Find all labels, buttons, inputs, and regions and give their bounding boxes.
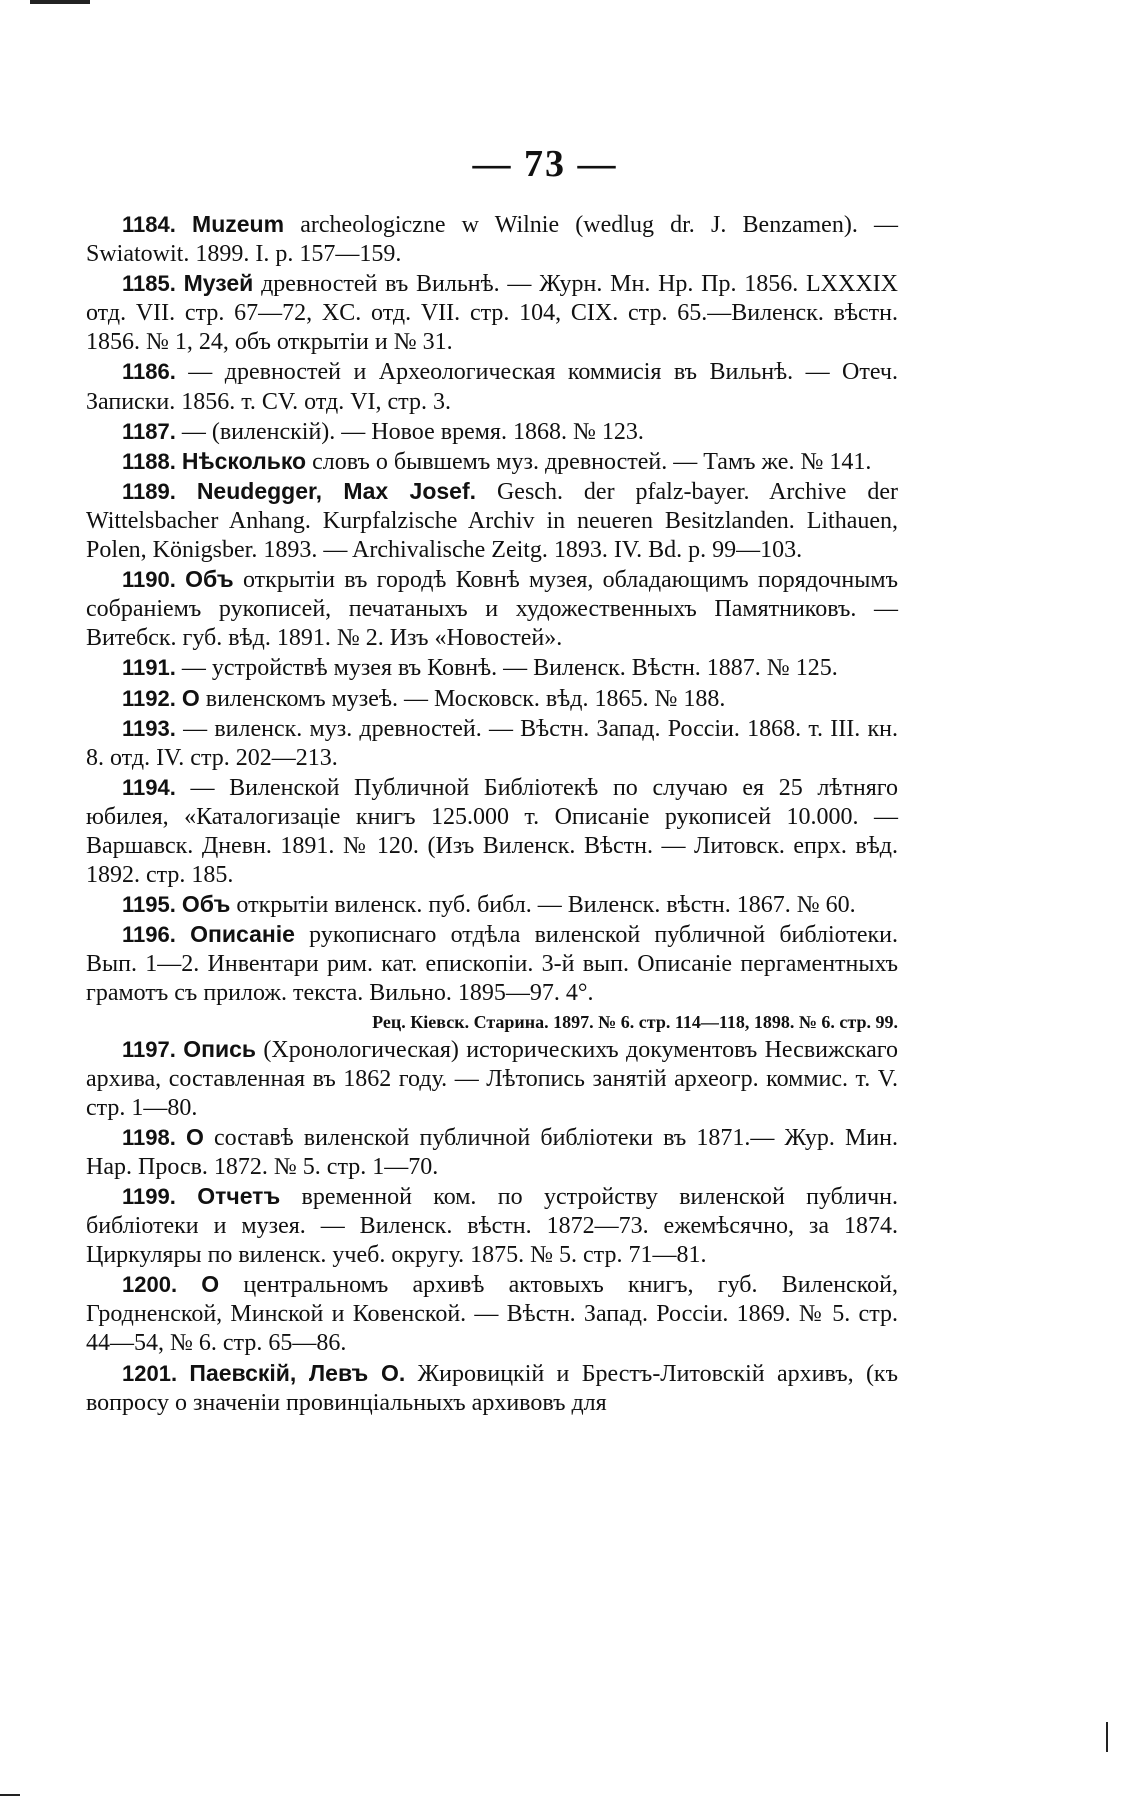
bibliography-entry: [86, 269, 898, 357]
entry-heading: Отчетъ: [197, 1183, 281, 1209]
entry-number: 1186.: [122, 359, 176, 385]
entry-number: 1194.: [122, 774, 176, 800]
entry-heading: Объ: [185, 566, 234, 593]
entry-heading: Нѣсколько: [181, 447, 307, 474]
page-number: — 73 —: [472, 143, 618, 185]
entry-number: 1200.: [122, 1272, 178, 1298]
scan-artifact-top-left: [30, 0, 90, 4]
entry-number: 1199.: [122, 1184, 176, 1209]
entry-heading: Музей: [183, 270, 254, 297]
entry-heading: Паевскій, Левъ О.: [189, 1359, 406, 1386]
bibliography-entry: [86, 447, 898, 477]
entry-text: центральномъ архивѣ актовыхъ книгъ, губ. Виленской, Гродненской, Минской и Ковенской. — Вѣстн. Запад. Россіи. 1869. № 5. стр. 44—54, № 6. стр. 65—86.: [86, 1272, 898, 1357]
entry-number: 1188.: [122, 448, 176, 474]
entry-text: archeologiczne w Wilnie (wedlug dr. J. Benzamen). — Swiatowit. 1899. I. p. 157—159.: [86, 212, 899, 268]
bibliography-entry: [86, 1270, 898, 1358]
entry-number: 1197.: [122, 1036, 176, 1062]
bibliography-entry: [86, 684, 898, 714]
bibliography-entry: [86, 1035, 898, 1123]
entry-text: древностей въ Вильнѣ. — Журн. Мн. Нр. Пр. 1856. LXXXIX отд. VII. стр. 67—72, XC. отд. VII. стр. 104, CIX. стр. 65.—Виленск. вѣстн. 1856. № 1, 24, объ открытіи и № 31.: [86, 271, 898, 356]
entry-text: Gesch. der pfalz-bayer. Archive der Wittelsbacher Anhang. Kurpfalzische Archiv in neueren Besitzlanden. Lithauen, Polen, Königsber. 1893. — Archivalische Zeitg. 1893. IV. Bd. p. 99—103.: [86, 478, 899, 564]
entry-text: временной ком. по устройству виленской публичн. библіотеки и музея. — Виленск. вѣстн. 1872—73. ежемѣсячно, за 1874. Циркуляры по виленск. учеб. округу. 1875. № 5. стр. 71—81.: [86, 1184, 899, 1269]
entry-heading: Muzeum: [192, 211, 285, 237]
entry-text: Жировицкій и Брестъ-Литовскій архивъ, (къ вопросу о значеніи провинціальныхъ архивовъ для: [86, 1360, 899, 1416]
entry-text: рукописнаго отдѣла виленской публичной библіотеки. Вып. 1—2. Инвентари рим. кат. епископіи. 3-й вып. Описаніе пергаментныхъ грамотъ съ прилож. текста. Вильно. 1895—97. 4°.: [86, 922, 898, 1007]
entry-number: 1187.: [122, 418, 176, 444]
entry-number: 1196.: [122, 922, 176, 948]
entry-heading: Neudegger, Max Josef.: [196, 477, 476, 504]
entry-text: Рец. Кіевск. Старина. 1897. № 6. стр. 114—118, 1898. № 6. стр. 99.: [372, 1011, 898, 1032]
entry-number: 1191.: [122, 655, 176, 681]
entry-text: словъ о бывшемъ муз. древностей. — Тамъ же. № 141.: [306, 448, 872, 475]
entry-number: 1190.: [122, 567, 176, 593]
review-note: [86, 1009, 898, 1035]
entry-text: — Виленской Публичной Библіотекѣ по случаю ея 25 лѣтняго юбилея, «Каталогизаціе книгъ 125.000 т. Описаніе рукописей 10.000. — Варшавск. Дневн. 1891. № 120. (Изъ Виленск. Вѣстн. — Литовск. епрх. вѣд. 1892. стр. 185.: [86, 774, 899, 889]
entry-text: открытіи въ городѣ Ковнѣ музея, обладающимъ порядочнымъ собраніемъ рукописей, печатаныхъ и художественныхъ Памятниковъ. — Витебск. губ. вѣд. 1891. № 2. Изъ «Новостей».: [86, 567, 898, 652]
entry-text: — древностей и Археологическая коммисія въ Вильнѣ. — Отеч. Записки. 1856. т. CV. отд. VI, стр. 3.: [86, 359, 898, 415]
entry-heading: О: [201, 1271, 220, 1298]
bibliography-entry: [86, 714, 898, 773]
entry-heading: О: [181, 684, 200, 711]
bibliography-entry: [86, 653, 898, 683]
bibliography-entries: [86, 210, 898, 1418]
bibliography-entry: [86, 920, 898, 1008]
entry-heading: О: [185, 1123, 204, 1150]
entry-number: 1184.: [122, 212, 176, 237]
entry-number: 1198.: [122, 1124, 176, 1150]
entry-heading: Объ: [181, 891, 231, 918]
entry-heading: Опись: [183, 1035, 257, 1062]
bibliography-entry: [86, 1182, 898, 1270]
bibliography-entry: [86, 565, 898, 653]
entry-text: составѣ виленской публичной библіотеки въ 1871.— Жур. Мин. Нар. Просв. 1872. № 5. стр. 1—70.: [86, 1124, 898, 1180]
entry-number: 1193.: [122, 715, 176, 741]
entry-number: 1195.: [122, 892, 176, 918]
entry-number: 1201.: [122, 1360, 178, 1386]
entry-heading: Описаніе: [190, 921, 295, 948]
bibliography-entry: [86, 890, 898, 920]
entry-text: — виленск. муз. древностей. — Вѣстн. Запад. Россіи. 1868. т. III. кн. 8. отд. IV. стр. 202—213.: [86, 715, 899, 771]
entry-text: открытіи виленск. пуб. библ. — Виленск. вѣстн. 1867. № 60.: [230, 892, 856, 919]
bibliography-entry: [86, 773, 898, 890]
entry-text: (Хронологическая) историческихъ документовъ Несвижскаго архива, составленная въ 1862 году. — Лѣтопись занятій археогр. коммис. т. V. стр. 1—80.: [86, 1036, 898, 1121]
bibliography-entry: [86, 210, 898, 269]
entry-number: 1185.: [122, 271, 176, 297]
bibliography-entry: [86, 417, 898, 447]
entry-number: 1189.: [122, 478, 176, 504]
entry-text: виленскомъ музеѣ. — Московск. вѣд. 1865. № 188.: [199, 685, 726, 712]
entry-text: — (виленскій). — Новое время. 1868. № 123.: [181, 418, 644, 445]
scan-artifact-right: [1106, 1722, 1108, 1752]
bibliography-entry: [86, 1359, 898, 1418]
bibliography-entry: [86, 357, 898, 416]
bibliography-entry: [86, 477, 898, 565]
entry-number: 1192.: [122, 685, 176, 711]
scan-artifact-bottom-left: [0, 1794, 20, 1796]
bibliography-entry: [86, 1123, 898, 1182]
entry-text: — устройствѣ музея въ Ковнѣ. — Виленск. Вѣстн. 1887. № 125.: [181, 655, 838, 682]
